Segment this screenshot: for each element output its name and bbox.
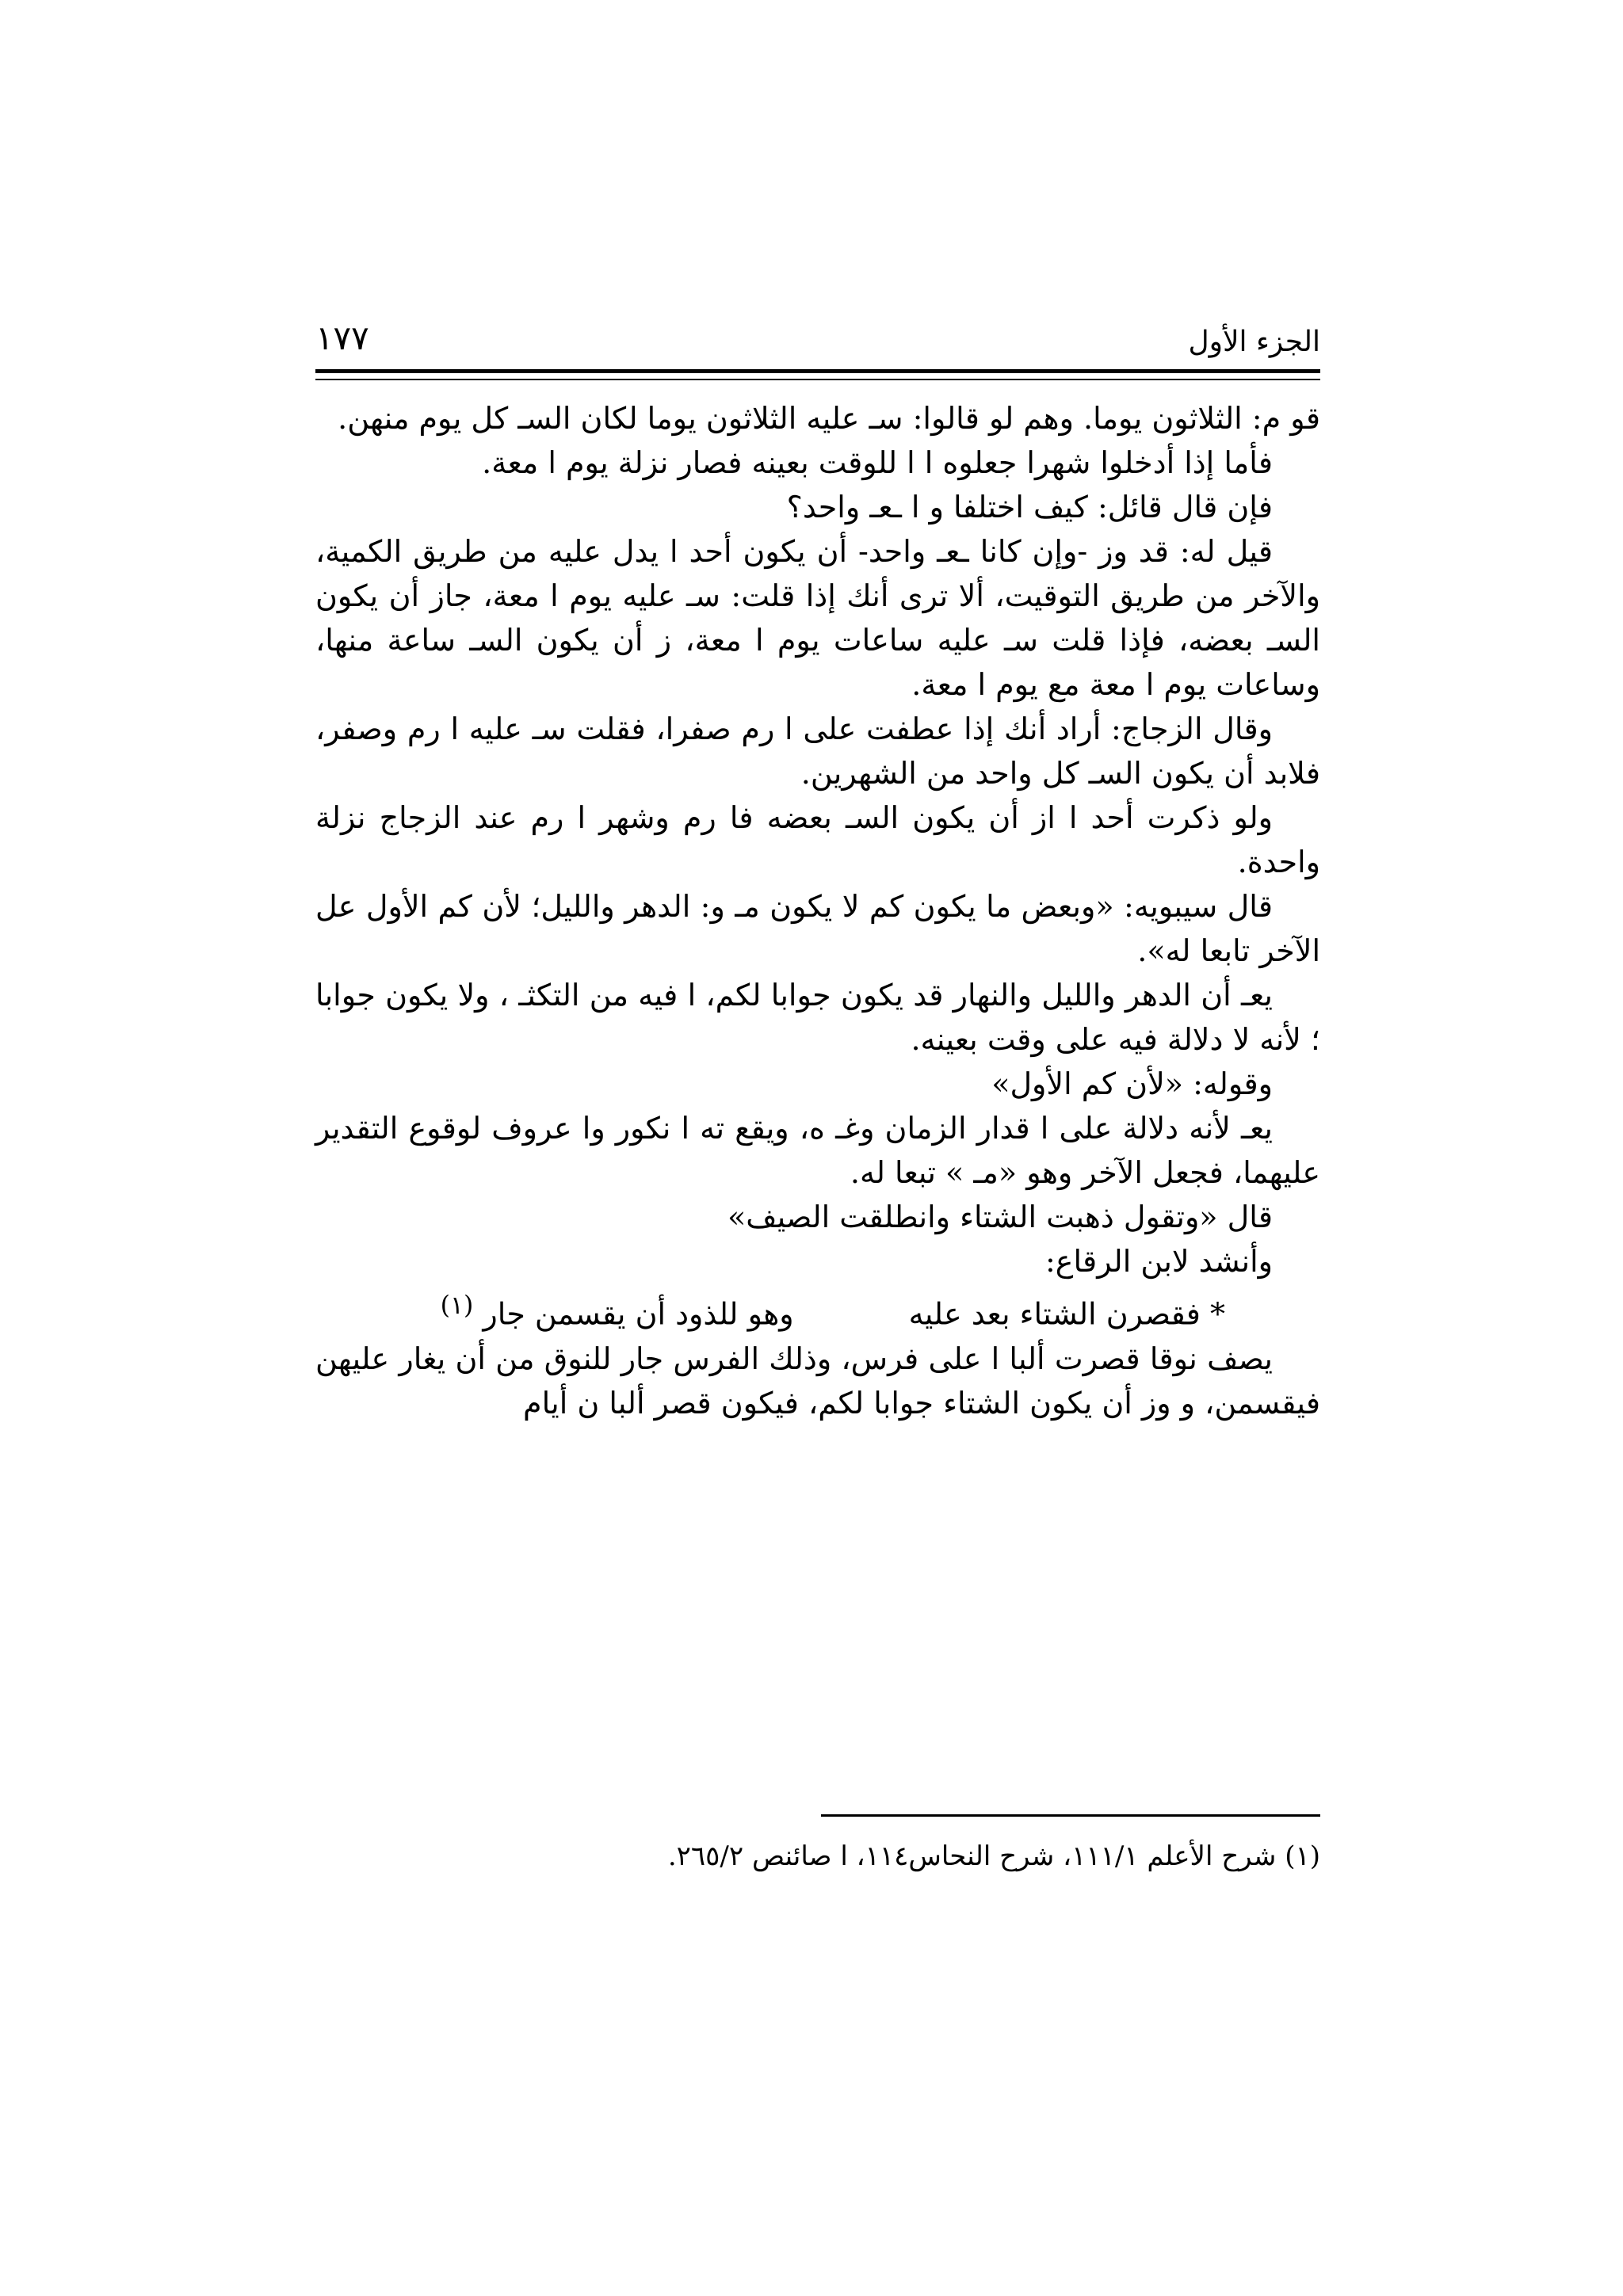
paragraph: يعـ لأنه دلالة على ا قدار الزمان وغـ ه، ويقع ته ا نكور وا عروف لوقوع التقدير عليهما، فجعل الآخر وهو «مـ » تبعا له. xyxy=(315,1111,1320,1190)
paragraph: قو م: الثلاثون يوما. وهم لو قالوا: سـ عليه الثلاثون يوما لكان السـ كل يوم منهن. xyxy=(338,401,1320,436)
footnote-rule xyxy=(821,1814,1320,1817)
header-rule-thick xyxy=(315,369,1320,373)
paragraph: وقال الزجاج: أراد أنك إذا عطفت على ا رم صفرا، فقلت سـ عليه ا رم وصفر، فلابد أن يكون السـ كل واحد من الشهرين. xyxy=(315,711,1320,791)
page-header xyxy=(315,318,1320,366)
paragraph: فإن قال قائل: كيف اختلفا و ا ـعـ واحد؟ xyxy=(786,490,1273,524)
footnote-marker: (١) xyxy=(440,1291,474,1320)
paragraph: فأما إذا أدخلوا شهرا جعلوه ا ا للوقت بعينه فصار نزلة يوم ا معة. xyxy=(482,445,1273,480)
paragraph: يعـ أن الدهر والليل والنهار قد يكون جوابا لكم، ا فيه من التكثـ ، ولا يكون جوابا ؛ لأنه لا دلالة فيه على وقت بعينه. xyxy=(315,978,1320,1057)
paragraph: ولو ذكرت أحد ا از أن يكون السـ بعضه فا رم وشهر ا رم عند الزجاج نزلة واحدة. xyxy=(315,800,1320,879)
paragraph: قال «وتقول ذهبت الشتاء وانطلقت الصيف» xyxy=(727,1199,1273,1234)
poem-second-hemistich: وهو للذود أن يقسمن جار xyxy=(483,1296,794,1332)
paragraph: قيل له: قد وز -وإن كانا ـعـ واحد- أن يكون أحد ا يدل عليه من طريق الكمية، والآخر من طريق التوقيت، ألا ترى أنك إذا قلت: سـ عليه يوم ا معة، جاز أن يكون السـ بعضه، فإذا قلت سـ عليه ساعات يوم ا معة، ز أن يكون السـ ساعة منها، وساعات يوم ا معة مع يوم ا معة. xyxy=(315,534,1320,702)
poem-first-hemistich: * فقصرن الشتاء بعد عليه xyxy=(908,1296,1225,1332)
header-rule-thin xyxy=(315,379,1320,380)
page-number: ١٧٧ xyxy=(315,318,369,357)
body-text xyxy=(315,396,1320,1425)
footnote: (١) شرح الأعلم ١١١/١، شرح النحاس١١٤، ا صائنص ٢٦٥/٢. xyxy=(667,1840,1320,1872)
paragraph: وقوله: «لأن كم الأول» xyxy=(991,1066,1273,1101)
paragraph: قال سيبويه: «وبعض ما يكون كم لا يكون مـ و: الدهر والليل؛ لأن كم الأول عل الآخر تابعا له». xyxy=(315,889,1320,968)
paragraph: وأنشد لابن الرقاع: xyxy=(1045,1244,1273,1279)
closing-paragraph: يصف نوقا قصرت ألبا ا على فرس، وذلك الفرس جار للنوق من أن يغار عليهن فيقسمن، و وز أن يكون الشتاء جوابا لكم، فيكون قصر ألبا ن أيام xyxy=(315,1341,1320,1421)
poem-verse xyxy=(315,1283,1320,1337)
running-title: الجزء الأول xyxy=(1188,326,1320,358)
